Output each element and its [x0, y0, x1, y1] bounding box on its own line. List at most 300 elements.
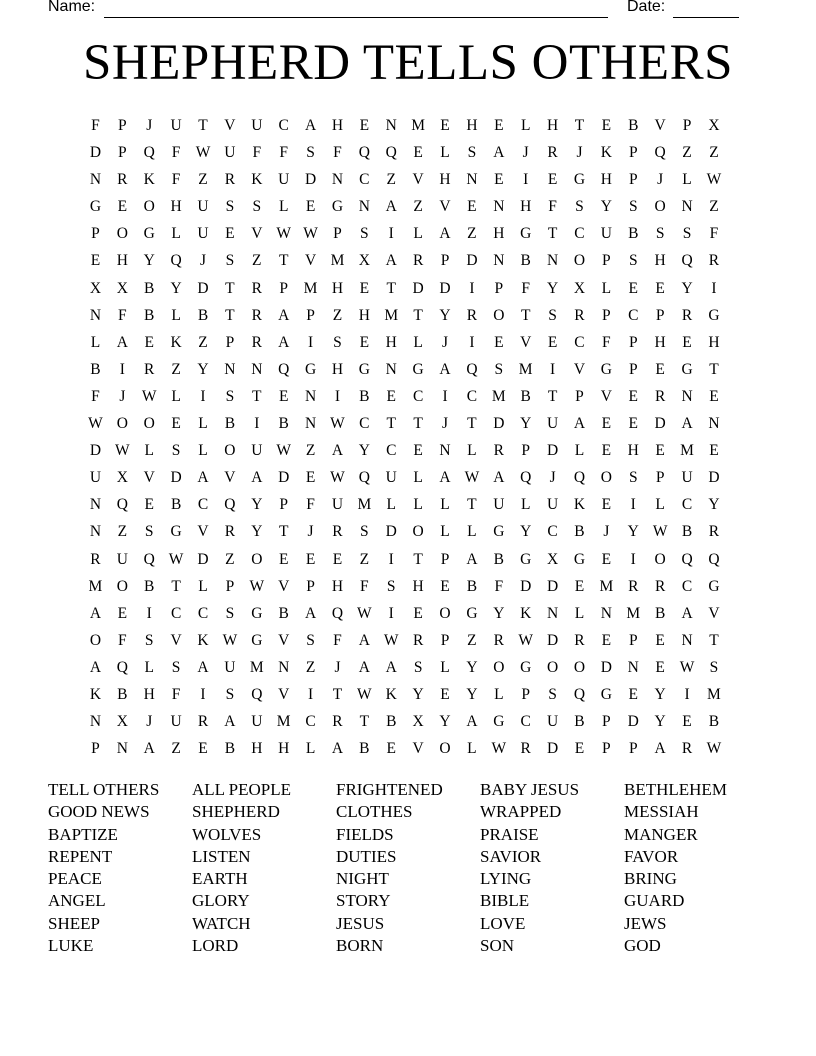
grid-cell: E	[386, 387, 396, 405]
grid-cell: K	[385, 685, 397, 703]
grid-cell: J	[119, 387, 126, 405]
grid-cell: A	[681, 415, 693, 433]
grid-cell: W	[518, 631, 534, 649]
grid-cell: S	[306, 144, 315, 162]
grid-cell: W	[195, 144, 211, 162]
grid-cell: E	[305, 469, 316, 487]
grid-cell: K	[170, 333, 182, 351]
grid-cell: O	[493, 658, 505, 676]
grid-cell: N	[278, 658, 290, 676]
grid-cell: Q	[358, 144, 370, 162]
grid-cell: T	[252, 387, 262, 405]
grid-cell: B	[117, 685, 128, 703]
grid-cell: R	[251, 279, 262, 297]
grid-row	[82, 166, 727, 193]
grid-cell: B	[681, 523, 693, 541]
grid-cell: S	[548, 306, 557, 324]
grid-cell: S	[467, 144, 477, 162]
grid-cell: U	[197, 225, 209, 243]
grid-cell: R	[251, 306, 262, 324]
grid-cell: A	[89, 658, 102, 676]
grid-cell: E	[440, 577, 450, 595]
grid-cell: H	[331, 279, 344, 297]
grid-cell: R	[144, 360, 155, 378]
grid-cell: R	[117, 171, 128, 189]
grid-cell: N	[493, 198, 505, 216]
grid-row	[82, 437, 727, 464]
grid-cell: R	[628, 577, 639, 595]
grid-cell: G	[708, 306, 720, 324]
grid-cell: E	[144, 333, 154, 351]
grid-row	[82, 112, 727, 139]
grid-cell: E	[655, 360, 665, 378]
grid-cell: N	[681, 198, 693, 216]
grid-cell: M	[330, 252, 345, 270]
grid-cell: P	[521, 685, 530, 703]
grid-cell: H	[493, 225, 505, 243]
grid-cell: I	[388, 604, 394, 622]
grid-cell: P	[521, 442, 530, 460]
grid-cell: R	[574, 306, 585, 324]
word-bank-item: BORN	[336, 936, 384, 956]
grid-row	[82, 302, 727, 329]
grid-cell: R	[90, 550, 101, 568]
word-bank-item: PRAISE	[480, 824, 539, 844]
grid-cell: V	[573, 360, 586, 378]
grid-cell: X	[116, 713, 128, 731]
grid-row	[82, 573, 727, 600]
grid-cell: Y	[708, 496, 720, 514]
grid-cell: N	[627, 658, 639, 676]
grid-cell: Z	[117, 523, 128, 541]
grid-cell: R	[681, 306, 693, 324]
grid-cell: P	[118, 117, 127, 134]
grid-cell: E	[682, 333, 692, 351]
word-bank-item: LYING	[480, 869, 532, 889]
grid-cell: Y	[251, 523, 263, 541]
grid-cell: E	[682, 713, 692, 731]
grid-cell: F	[171, 144, 181, 162]
grid-cell: Q	[358, 469, 370, 487]
grid-cell: D	[89, 442, 102, 460]
grid-cell: R	[197, 713, 209, 731]
grid-row	[82, 654, 727, 681]
grid-cell: Y	[681, 279, 693, 297]
grid-cell: B	[144, 577, 155, 595]
grid-cell: W	[222, 631, 238, 649]
word-bank-column	[480, 779, 624, 957]
grid-cell: B	[90, 360, 101, 378]
grid-cell: H	[546, 117, 559, 134]
grid-cell: E	[655, 658, 665, 676]
grid-cell: K	[600, 144, 612, 162]
grid-cell: E	[494, 117, 504, 134]
grid-cell: S	[360, 225, 369, 243]
grid-cell: H	[331, 117, 344, 134]
grid-cell: Y	[412, 685, 424, 703]
grid-cell: D	[466, 252, 478, 270]
grid-cell: J	[146, 713, 153, 731]
grid-cell: P	[91, 740, 100, 758]
name-blank-line	[104, 16, 608, 18]
grid-cell: A	[143, 740, 155, 758]
grid-cell: N	[493, 252, 505, 270]
grid-cell: Q	[466, 360, 478, 378]
grid-cell: I	[307, 685, 314, 703]
grid-cell: J	[334, 658, 341, 676]
grid-cell: G	[304, 360, 317, 378]
grid-cell: Z	[386, 171, 396, 189]
word-bank-item: FIELDS	[336, 824, 394, 844]
grid-cell: E	[332, 550, 343, 568]
grid-cell: P	[602, 306, 611, 324]
grid-cell: E	[547, 171, 558, 189]
grid-row	[82, 708, 727, 735]
grid-cell: R	[493, 631, 504, 649]
grid-cell: A	[466, 550, 478, 568]
grid-cell: I	[200, 685, 206, 703]
grid-cell: M	[384, 306, 399, 324]
grid-cell: A	[331, 740, 344, 758]
grid-cell: E	[547, 333, 558, 351]
grid-cell: E	[413, 604, 423, 622]
grid-cell: N	[681, 631, 693, 649]
grid-cell: A	[251, 469, 263, 487]
grid-cell: L	[198, 577, 208, 595]
grid-cell: P	[279, 496, 288, 514]
grid-row	[82, 220, 727, 247]
grid-cell: O	[546, 658, 559, 676]
grid-cell: G	[493, 713, 505, 731]
word-bank-item: PEACE	[48, 869, 102, 889]
grid-cell: H	[654, 333, 666, 351]
grid-cell: V	[520, 333, 532, 351]
grid-cell: I	[630, 496, 636, 514]
grid-cell: H	[116, 252, 128, 270]
word-bank-item: DUTIES	[336, 846, 397, 866]
grid-cell: V	[251, 225, 263, 243]
grid-cell: U	[546, 713, 559, 731]
word-search-grid	[82, 112, 727, 762]
grid-cell: S	[225, 604, 235, 622]
grid-cell: Z	[709, 144, 719, 162]
grid-cell: N	[224, 360, 236, 378]
grid-cell: T	[386, 279, 396, 297]
grid-cell: D	[546, 631, 559, 649]
grid-row	[82, 193, 727, 220]
grid-cell: Q	[251, 685, 263, 703]
grid-cell: Z	[198, 171, 208, 189]
grid-cell: E	[440, 685, 450, 703]
grid-cell: F	[118, 631, 127, 649]
grid-cell: Z	[252, 252, 262, 270]
grid-cell: S	[252, 198, 262, 216]
grid-cell: H	[654, 252, 666, 270]
grid-cell: O	[89, 631, 102, 649]
grid-cell: J	[442, 333, 449, 351]
grid-cell: T	[709, 631, 719, 649]
grid-cell: P	[91, 225, 100, 243]
grid-cell: O	[412, 523, 424, 541]
grid-cell: R	[520, 740, 531, 758]
grid-cell: W	[357, 685, 372, 703]
grid-cell: V	[654, 117, 666, 134]
grid-cell: E	[601, 550, 612, 568]
grid-cell: O	[116, 415, 128, 433]
grid-cell: L	[440, 496, 450, 514]
grid-cell: V	[278, 577, 290, 595]
grid-cell: Y	[170, 279, 182, 297]
grid-cell: I	[334, 387, 341, 405]
grid-cell: P	[628, 740, 638, 758]
grid-cell: R	[708, 523, 720, 541]
grid-cell: R	[251, 333, 262, 351]
grid-cell: Q	[143, 550, 155, 568]
grid-cell: R	[574, 631, 585, 649]
grid-cell: N	[89, 713, 102, 731]
grid-cell: E	[628, 685, 638, 703]
grid-cell: D	[278, 469, 290, 487]
grid-cell: N	[600, 604, 612, 622]
grid-cell: S	[628, 252, 638, 270]
grid-cell: V	[143, 469, 155, 487]
grid-cell: L	[440, 144, 450, 162]
grid-cell: F	[252, 144, 262, 162]
grid-cell: T	[413, 550, 423, 568]
grid-cell: W	[88, 415, 103, 433]
grid-cell: U	[600, 225, 612, 243]
grid-cell: E	[628, 415, 638, 433]
grid-cell: F	[118, 306, 127, 324]
grid-cell: E	[359, 117, 370, 134]
grid-cell: U	[116, 550, 128, 568]
grid-cell: R	[332, 713, 343, 731]
grid-cell: W	[276, 225, 291, 243]
grid-cell: R	[708, 252, 720, 270]
grid-cell: H	[278, 740, 290, 758]
grid-cell: A	[304, 604, 317, 622]
grid-cell: G	[600, 360, 612, 378]
grid-cell: L	[467, 442, 477, 460]
grid-cell: G	[143, 225, 155, 243]
grid-cell: S	[225, 198, 235, 216]
word-bank-item: SHEPHERD	[192, 802, 280, 822]
grid-cell: B	[708, 713, 720, 731]
grid-cell: E	[305, 550, 316, 568]
word-bank-item: ANGEL	[48, 891, 106, 911]
grid-cell: X	[708, 117, 720, 134]
grid-cell: L	[574, 604, 585, 622]
grid-cell: N	[304, 415, 317, 433]
grid-cell: F	[360, 577, 369, 595]
grid-cell: I	[550, 360, 556, 378]
grid-cell: T	[413, 415, 423, 433]
grid-cell: U	[170, 117, 182, 134]
grid-cell: D	[708, 469, 720, 487]
grid-cell: D	[493, 415, 505, 433]
grid-cell: X	[573, 279, 586, 297]
grid-cell: C	[681, 496, 693, 514]
grid-cell: D	[546, 740, 559, 758]
grid-cell: P	[333, 225, 342, 243]
grid-cell: E	[655, 631, 665, 649]
grid-cell: U	[89, 469, 102, 487]
grid-cell: B	[628, 117, 639, 134]
grid-cell: O	[143, 198, 155, 216]
grid-cell: B	[224, 415, 236, 433]
grid-cell: T	[386, 415, 396, 433]
grid-cell: Q	[654, 144, 666, 162]
word-bank-item: GOD	[624, 936, 661, 956]
grid-cell: S	[655, 225, 665, 243]
grid-cell: A	[304, 117, 317, 134]
grid-cell: W	[249, 577, 265, 595]
grid-cell: M	[249, 658, 264, 676]
grid-cell: A	[385, 658, 397, 676]
grid-cell: E	[709, 442, 719, 460]
grid-cell: G	[493, 523, 505, 541]
word-bank-item: TELL OTHERS	[48, 780, 160, 799]
grid-cell: B	[278, 415, 289, 433]
grid-cell: C	[681, 577, 693, 595]
grid-cell: P	[306, 306, 315, 324]
grid-row	[82, 247, 727, 274]
grid-cell: E	[574, 740, 585, 758]
grid-cell: B	[359, 740, 370, 758]
grid-cell: A	[89, 604, 102, 622]
grid-cell: U	[493, 496, 505, 514]
grid-cell: P	[602, 713, 611, 731]
grid-cell: T	[332, 685, 343, 703]
grid-cell: U	[546, 496, 559, 514]
grid-cell: Q	[116, 658, 128, 676]
grid-cell: L	[171, 225, 181, 243]
grid-cell: F	[171, 685, 181, 703]
word-bank-item: FAVOR	[624, 846, 679, 866]
grid-cell: C	[574, 333, 585, 351]
grid-cell: M	[680, 442, 694, 460]
grid-cell: N	[466, 171, 478, 189]
grid-cell: Z	[682, 144, 692, 162]
grid-cell: B	[628, 225, 639, 243]
grid-cell: B	[278, 604, 289, 622]
grid-cell: Z	[413, 198, 423, 216]
grid-cell: L	[467, 740, 477, 758]
grid-cell: D	[546, 442, 559, 460]
grid-cell: B	[386, 713, 397, 731]
grid-cell: A	[385, 198, 397, 216]
grid-cell: Q	[170, 252, 182, 270]
grid-cell: Z	[171, 740, 181, 758]
grid-cell: T	[225, 279, 235, 297]
grid-cell: U	[170, 713, 182, 731]
grid-cell: P	[628, 631, 638, 649]
grid-cell: D	[439, 279, 451, 297]
word-bank-item: MESSIAH	[624, 802, 699, 822]
grid-cell: P	[440, 252, 450, 270]
grid-cell: Z	[198, 333, 208, 351]
grid-cell: P	[628, 360, 638, 378]
grid-cell: A	[278, 306, 290, 324]
grid-cell: Y	[600, 198, 612, 216]
grid-cell: S	[225, 685, 235, 703]
grid-cell: M	[276, 713, 291, 731]
grid-cell: J	[146, 117, 153, 134]
grid-cell: L	[90, 333, 101, 351]
grid-cell: T	[467, 415, 477, 433]
grid-cell: T	[547, 387, 558, 405]
grid-cell: S	[709, 658, 719, 676]
word-bank-item: NIGHT	[336, 869, 389, 889]
grid-cell: O	[654, 198, 666, 216]
grid-cell: S	[225, 252, 235, 270]
grid-cell: N	[385, 117, 397, 134]
grid-cell: L	[520, 496, 531, 514]
grid-cell: Y	[251, 496, 263, 514]
grid-cell: T	[278, 523, 289, 541]
grid-cell: V	[412, 171, 424, 189]
grid-row	[82, 464, 727, 491]
grid-cell: W	[168, 550, 184, 568]
grid-cell: X	[89, 279, 102, 297]
grid-cell: O	[251, 550, 263, 568]
grid-cell: T	[574, 117, 585, 134]
grid-cell: D	[654, 415, 666, 433]
grid-cell: E	[494, 333, 504, 351]
grid-cell: P	[602, 740, 611, 758]
page-title: SHEPHERD TELLS OTHERS	[83, 35, 733, 91]
grid-cell: U	[251, 117, 263, 134]
grid-cell: U	[251, 442, 263, 460]
grid-cell: H	[412, 577, 424, 595]
grid-cell: H	[439, 171, 451, 189]
grid-cell: Y	[520, 523, 532, 541]
word-bank-item: BABY JESUS	[480, 780, 580, 799]
grid-cell: M	[518, 360, 533, 378]
grid-cell: S	[144, 631, 154, 649]
grid-cell: Z	[359, 550, 370, 568]
grid-cell: F	[306, 496, 315, 514]
word-bank-item: REPENT	[48, 846, 113, 866]
grid-cell: V	[170, 631, 182, 649]
grid-cell: Q	[143, 144, 155, 162]
grid-cell: I	[146, 604, 152, 622]
grid-cell: U	[224, 658, 236, 676]
grid-cell: C	[170, 604, 182, 622]
grid-cell: R	[466, 306, 478, 324]
grid-cell: R	[654, 577, 666, 595]
grid-cell: B	[466, 577, 478, 595]
grid-cell: G	[89, 198, 102, 216]
grid-cell: G	[331, 198, 344, 216]
grid-cell: E	[574, 577, 585, 595]
grid-cell: Y	[466, 685, 478, 703]
grid-cell: Q	[385, 144, 397, 162]
grid-cell: D	[89, 144, 102, 162]
grid-cell: W	[330, 415, 345, 433]
grid-cell: X	[412, 713, 424, 731]
grid-cell: P	[225, 577, 235, 595]
grid-cell: C	[520, 713, 531, 731]
grid-cell: K	[197, 631, 209, 649]
grid-cell: C	[278, 117, 289, 134]
grid-cell: E	[601, 631, 612, 649]
grid-cell: A	[197, 469, 209, 487]
grid-cell: K	[520, 604, 532, 622]
grid-cell: T	[467, 496, 477, 514]
word-bank-item: MANGER	[624, 824, 698, 844]
grid-cell: E	[467, 198, 477, 216]
